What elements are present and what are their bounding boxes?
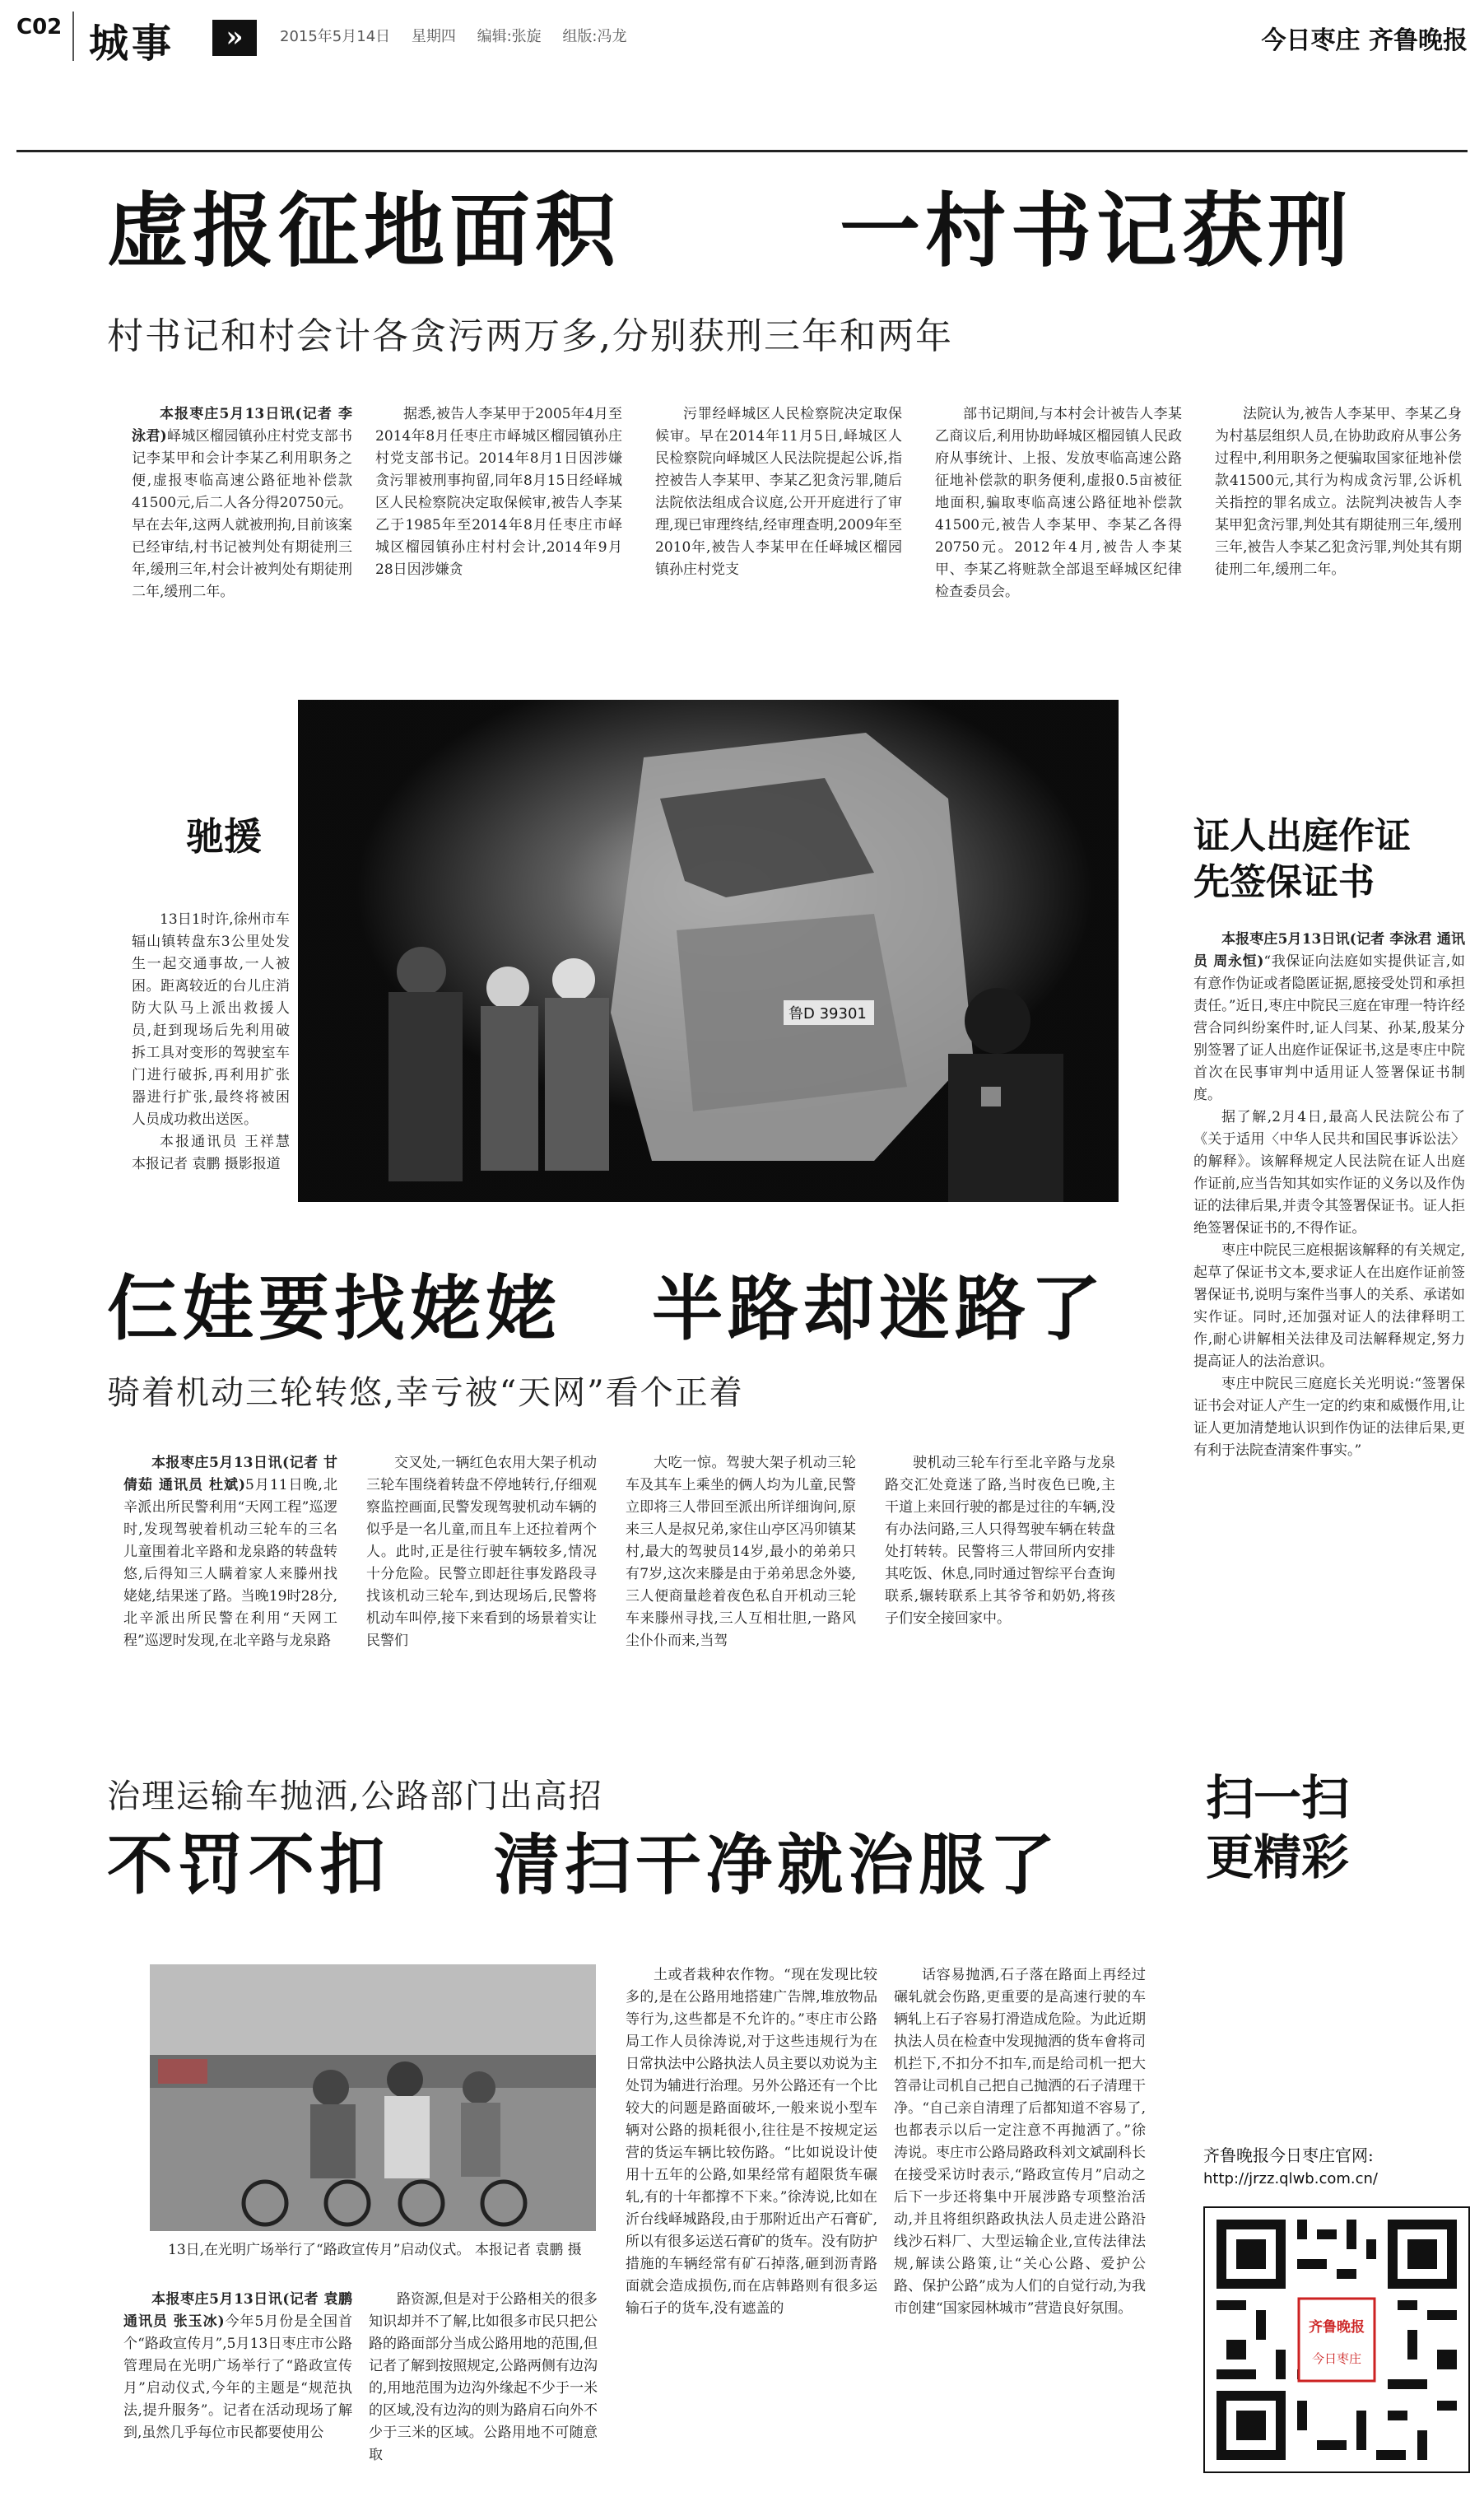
- witness-title: [1193, 813, 1411, 906]
- newspaper-name: 今日枣庄 齐鲁晚报: [1261, 26, 1468, 55]
- rescue-photo: [298, 700, 1119, 1202]
- witness-title-line-1: 证人出庭作证: [1193, 815, 1411, 857]
- story1-column-4: [935, 403, 1182, 603]
- story1-headline-right: 一村书记获刑: [840, 184, 1354, 278]
- witness-title-line-2: 先签保证书: [1193, 861, 1375, 903]
- story3-headline-left: 不罚不扣: [107, 1826, 390, 1903]
- story1-column-text: 峄城区榴园镇孙庄村党支部书记李某甲和会计李某乙利用职务之便,虚报枣临高速公路征地补偿款41500元,后二人各分得20750元。早在去年,这两人就被刑拘,目前该案已经审结,村书记被判处有期徒刑三年,缓刑三年,村会计被判处有期徒刑二年,缓刑二年。: [132, 428, 353, 600]
- scan-promo: [1206, 1768, 1349, 1887]
- story3-column-text: 路资源,但是对于公路相关的很多知识却并不了解,比如很多市民只把公路的路面部分当成公路用地的范围,但记者了解到按照规定,公路两侧有边沟的,用地范围为边沟外缘起不少于一米的区域,没有边沟的则为路肩石向外不少于三米的区域。公路用地不可随意取: [369, 2291, 598, 2463]
- rescue-title: 驰援: [186, 814, 262, 859]
- page-number: C02: [16, 15, 63, 40]
- story1-column-5: [1215, 403, 1462, 581]
- crash-scene-image: [298, 700, 1119, 1202]
- qr-code[interactable]: [1203, 2206, 1470, 2473]
- story3-kicker: 治理运输车抛洒,公路部门出高招: [107, 1777, 603, 1815]
- edition-meta: 2015年5月14日 星期四 编辑:张旋 组版:冯龙: [280, 28, 627, 45]
- story1-column-text: 法院认为,被告人李某甲、李某乙身为村基层组织人员,在协助政府从事公务过程中,利用职务之便骗取国家征地补偿款41500元,其行为构成贪污罪,公诉机关指控的罪名成立。法院判决被告人李某甲犯贪污罪,判处其有期徒刑三年,缓刑三年,被告人李某乙犯贪污罪,判处其有期徒刑二年,缓刑二年。: [1215, 406, 1462, 578]
- story2-subhead: 骑着机动三轮转悠,幸亏被“天网”看个正着: [107, 1374, 744, 1412]
- section-title: 城事: [89, 21, 175, 67]
- scan-promo-line-1: 扫一扫: [1206, 1770, 1350, 1826]
- story1-column-2: [375, 403, 622, 581]
- site-label: 齐鲁晚报今日枣庄官网:: [1203, 2145, 1374, 2165]
- road-campaign-image: [150, 1964, 596, 2231]
- rescue-credit: 本报通讯员 王祥慧 本报记者 袁鹏 摄影报道: [132, 1134, 290, 1172]
- story2-dateline: 本报枣庄5月13日讯(记者 甘倩茹 通讯员 杜斌): [123, 1455, 337, 1493]
- story2-column-1: [123, 1452, 337, 1652]
- story3-column-text: 今年5月份是全国首个“路政宣传月”,5月13日枣庄市公路管理局在光明广场举行了“路政宣传月”启动仪式,今年的主题是“规范执法,提升服务”。记者在活动现场了解到,虽然几乎每位市民都要使用公: [123, 2313, 352, 2441]
- story2-column-2: [366, 1452, 597, 1652]
- section-arrow-icon: »: [212, 20, 257, 56]
- story2-headline-left: 仨娃要找姥姥: [107, 1267, 561, 1350]
- story2-column-4: [885, 1452, 1115, 1630]
- story3-dateline: 本报枣庄5月13日讯(记者 袁鹏 通讯员 张玉冰): [123, 2291, 352, 2330]
- site-url[interactable]: http://jrzz.qlwb.com.cn/: [1203, 2170, 1378, 2187]
- story2-column-3: [626, 1452, 856, 1652]
- story2-column-text: 大吃一惊。驾驶大架子机动三轮车及其车上乘坐的俩人均为儿童,民警立即将三人带回至派出所详细询问,原来三人是叔兄弟,家住山亭区冯卯镇某村,最大的驾驶员14岁,最小的弟弟只有7岁,这次来滕是由于弟弟思念外婆,三人便商量趁着夜色私自开机动三轮车来滕州寻找,三人互相壮胆,一路风尘仆仆而来,当驾: [626, 1455, 856, 1649]
- story2-column-text: 5月11日晚,北辛派出所民警利用“天网工程”巡逻时,发现驾驶着机动三轮车的三名儿童围着北辛路和龙泉路的转盘转悠,后得知三人瞒着家人来滕州找姥姥,结果迷了路。当晚19时28分,北辛派出所民警在利用“天网工程”巡逻时发现,在北辛路与龙泉路: [123, 1477, 337, 1649]
- header-rule: [16, 150, 1468, 152]
- story2-column-text: 驶机动三轮车行至北辛路与龙泉路交汇处竟迷了路,当时夜色已晚,主干道上来回行驶的都是过往的车辆,没有办法问路,三人只得驾驶车辆在转盘处打转转。民警将三人带回所内安排其吃饭、休息,同时通过智综平台查询联系,辗转联系上其爷爷和奶奶,将孩子们安全接回家中。: [885, 1455, 1115, 1627]
- story3-headline-right: 清扫干净就治服了: [494, 1826, 1060, 1903]
- witness-body: [1193, 929, 1465, 1462]
- scan-promo-line-2: 更精彩: [1206, 1829, 1350, 1885]
- story1-dateline: 本报枣庄5月13日讯(记者 李泳君): [132, 406, 352, 445]
- story1-subhead: 村书记和村会计各贪污两万多,分别获刑三年和两年: [107, 315, 953, 357]
- story1-headline-left: 虚报征地面积: [107, 184, 621, 278]
- campaign-caption-text: 13日,在光明广场举行了“路政宣传月”启动仪式。 本报记者 袁鹏 摄: [168, 2242, 582, 2258]
- header-divider: [72, 12, 74, 61]
- story2-column-text: 交叉处,一辆红色农用大架子机动三轮车围绕着转盘不停地转行,仔细观察监控画面,民警发现驾驶机动车辆的似乎是一名儿童,而且车上还拉着两个人。此时,正是往行驶车辆较多,情况十分危险。民警立即赶往事发路段寻找该机动三轮车,到达现场后,民警将机动车叫停,接下来看到的场景着实让民警们: [366, 1455, 597, 1649]
- story1-column-text: 污罪经峄城区人民检察院决定取保候审。早在2014年11月5日,峄城区人民检察院向峄城区人民法院提起公诉,指控被告人李某甲、李某乙犯贪污罪,随后法院依法组成合议庭,公开开庭进行了审理,现已审理终结,经审理查明,2009年至2010年,被告人李某甲在任峄城区榴园镇孙庄村党支: [655, 406, 902, 578]
- witness-paragraph: 据了解,2月4日,最高人民法院公布了《关于适用〈中华人民共和国民事诉讼法〉的解释》。该解释规定人民法院在证人出庭作证前,应当告知其如实作证的义务以及作伪证的法律后果,并责令其签署保证书。证人拒绝签署保证书的,不得作证。: [1193, 1109, 1465, 1237]
- story2-headline-right: 半路却迷路了: [652, 1267, 1106, 1350]
- story3-column-text: 话容易抛洒,石子落在路面上再经过碾轧就会伤路,更重要的是高速行驶的车辆轧上石子容易打滑造成危险。为此近期执法人员在检查中发现抛洒的货车會将司机拦下,不扣分不扣车,而是给司机一把大笤帚让司机自己把自己抛洒的石子清理干净。“自己亲自清理了后都知道不容易了,也都表示以后一定注意不再抛洒了。”徐涛说。枣庄市公路局路政科刘文斌副科长在接受采访时表示,“路政宣传月”启动之后下一步还将集中开展涉路专项整治活动,并且将组织路政执法人员走进公路沿线沙石料厂、大型运输企业,宣传法律法规,解读公路策,让“关心公路、爱护公路、保护公路”成为人们的自觉行动,为我市创建“国家园林城市”营造良好氛围。: [894, 1967, 1146, 2317]
- story3-column-2: [369, 2289, 598, 2467]
- story1-column-1: [132, 403, 352, 603]
- rescue-caption-text: 13日1时许,徐州市车辐山镇转盘东3公里处发生一起交通事故,一人被困。距离较近的台儿庄消防大队马上派出救援人员,赶到现场后先利用破拆工具对变形的驾驶室车门进行破拆,再利用扩张器进行扩张,最终将被困人员成功救出送医。: [132, 911, 290, 1128]
- campaign-photo: [150, 1964, 596, 2231]
- story3-column-4: [894, 1964, 1146, 2320]
- story1-column-text: 部书记期间,与本村会计被告人李某乙商议后,利用协助峄城区榴园镇人民政府从事统计、上报、发放枣临高速公路征地补偿款的职务便利,虚报0.5亩被征地面积,骗取枣临高速公路征地补偿款41500元,被告人李某甲、李某乙各得20750元。2012年4月,被告人李某甲、李某乙将赃款全部退至峄城区纪律检查委员会。: [935, 406, 1182, 600]
- story1-column-3: [655, 403, 902, 581]
- witness-paragraph: 枣庄中院民三庭根据该解释的有关规定,起草了保证书文本,要求证人在出庭作证前签署保证书,说明与案件当事人的关系、承诺如实作证。同时,还加强对证人的法律释明工作,耐心讲解相关法律及司法解释规定,努力提高证人的法治意识。: [1193, 1242, 1465, 1370]
- qr-logo-subtext: 今日枣庄: [1311, 2351, 1362, 2366]
- campaign-photo-caption: [140, 2239, 601, 2262]
- rescue-caption: [132, 909, 290, 1176]
- story3-column-text: 土或者栽种农作物。“现在发现比较多的,是在公路用地搭建广告牌,堆放物品等行为,这些都是不允许的。”枣庄市公路局工作人员徐涛说,对于这些违规行为在日常执法中公路执法人员主要以劝说为主处罚为辅进行治理。另外公路还有一个比较大的问题是路面破坏,一般来说小型车辆对公路的损耗很小,往往是不按规定运营的货运车辆比较伤路。“比如说设计使用十五年的公路,如果经常有超限货车碾轧,有的十年都撑不下来。”徐涛说,比如在沂台线峄城路段,由于那附近出产石膏矿,所以有很多运送石膏矿的货车。没有防护措施的车辆经常有矿石掉落,砸到沥青路面就会造成损伤,而在店韩路则有很多运输石子的货车,没有遮盖的: [626, 1967, 877, 2317]
- qr-code-icon: [1205, 2208, 1468, 2471]
- witness-paragraph: “我保证向法庭如实提供证言,如有意作伪证或者隐匿证据,愿接受处罚和承担责任。”近日,枣庄中院民三庭在审理一特许经营合同纠纷案件时,证人闫某、孙某,殷某分别签署了证人出庭作证保证书,这是枣庄中院首次在民事审判中适用证人签署保证书制度。: [1193, 953, 1465, 1103]
- license-plate: 鲁D 39301: [789, 1005, 867, 1023]
- story3-column-3: [626, 1964, 877, 2320]
- witness-dateline: 本报枣庄5月13日讯(记者 李泳君 通讯员 周永恒): [1193, 931, 1465, 970]
- qr-logo-text: 齐鲁晚报: [1309, 2319, 1365, 2336]
- story3-column-1: [123, 2289, 352, 2444]
- story1-column-text: 据悉,被告人李某甲于2005年4月至2014年8月任枣庄市峄城区榴园镇孙庄村党支部书记。2014年8月1日因涉嫌贪污罪被刑事拘留,同年8月15日经峄城区人民检察院决定取保候审,被告人李某乙于1985年至2014年8月任枣庄市峄城区榴园镇孙庄村村会计,2014年9月28日因涉嫌贪: [375, 406, 622, 578]
- witness-paragraph: 枣庄中院民三庭庭长关光明说:“签署保证书会对证人产生一定的约束和威慑作用,让证人更加清楚地认识到作伪证的法律后果,更有利于法院查清案件事实。”: [1193, 1376, 1465, 1459]
